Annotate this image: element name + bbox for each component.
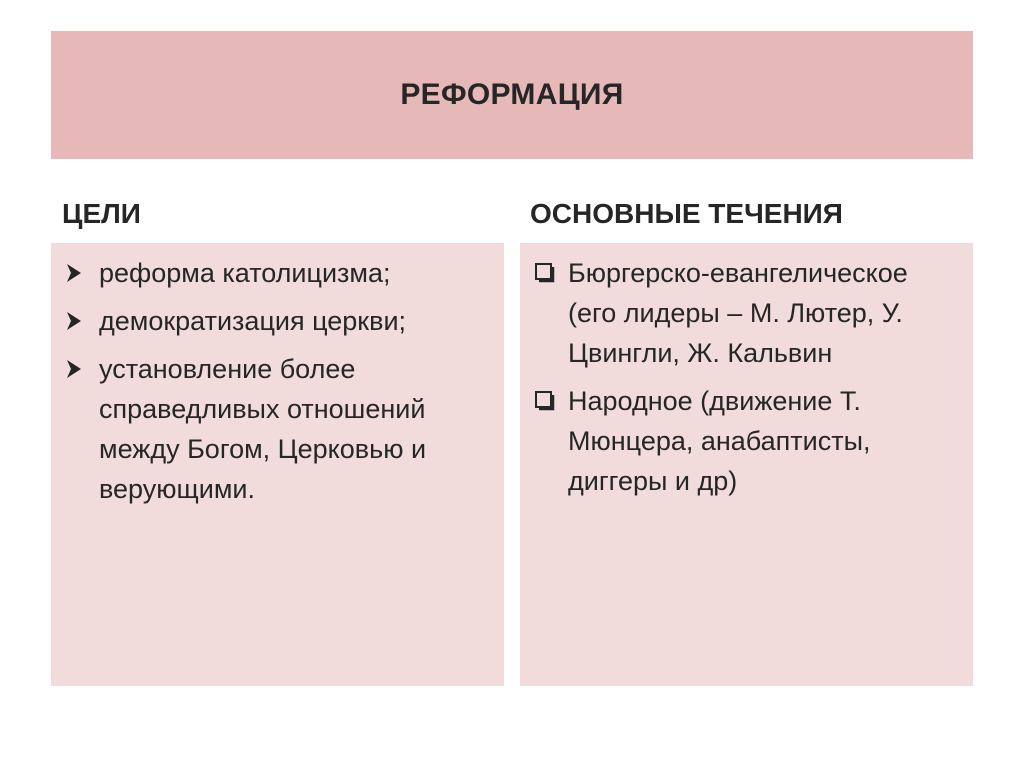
- chevron-right-icon: [65, 349, 99, 389]
- goals-item-text: демократизация церкви;: [99, 306, 407, 336]
- checkbox-icon: [534, 253, 568, 293]
- checkbox-icon: [534, 381, 568, 421]
- title-band: [51, 31, 973, 159]
- movements-list: [534, 253, 959, 501]
- movements-list-item: [534, 381, 959, 501]
- goals-item-text: реформа католицизма;: [99, 258, 391, 288]
- chevron-right-icon: [65, 253, 99, 293]
- slide-title: РЕФОРМАЦИЯ: [400, 78, 624, 111]
- movements-list-item: [534, 253, 959, 373]
- movements-panel: [520, 243, 973, 686]
- movements-heading: ОСНОВНЫЕ ТЕЧЕНИЯ: [530, 198, 843, 229]
- goals-list: [65, 253, 490, 509]
- movements-item-text: Бюргерско-евангелическое (его лидеры – М. Лютер, У. Цвингли, Ж. Кальвин: [568, 258, 908, 368]
- goals-list-item: [65, 349, 490, 509]
- goals-item-text: установление более справедливых отношений между Богом, Церковью и верующими.: [99, 354, 427, 504]
- movements-item-text: Народное (движение Т. Мюнцера, анабаптисты, диггеры и др): [568, 386, 871, 496]
- goals-list-item: [65, 253, 490, 293]
- goals-heading: ЦЕЛИ: [62, 198, 141, 229]
- goals-list-item: [65, 301, 490, 341]
- goals-panel: [51, 243, 504, 686]
- chevron-right-icon: [65, 301, 99, 341]
